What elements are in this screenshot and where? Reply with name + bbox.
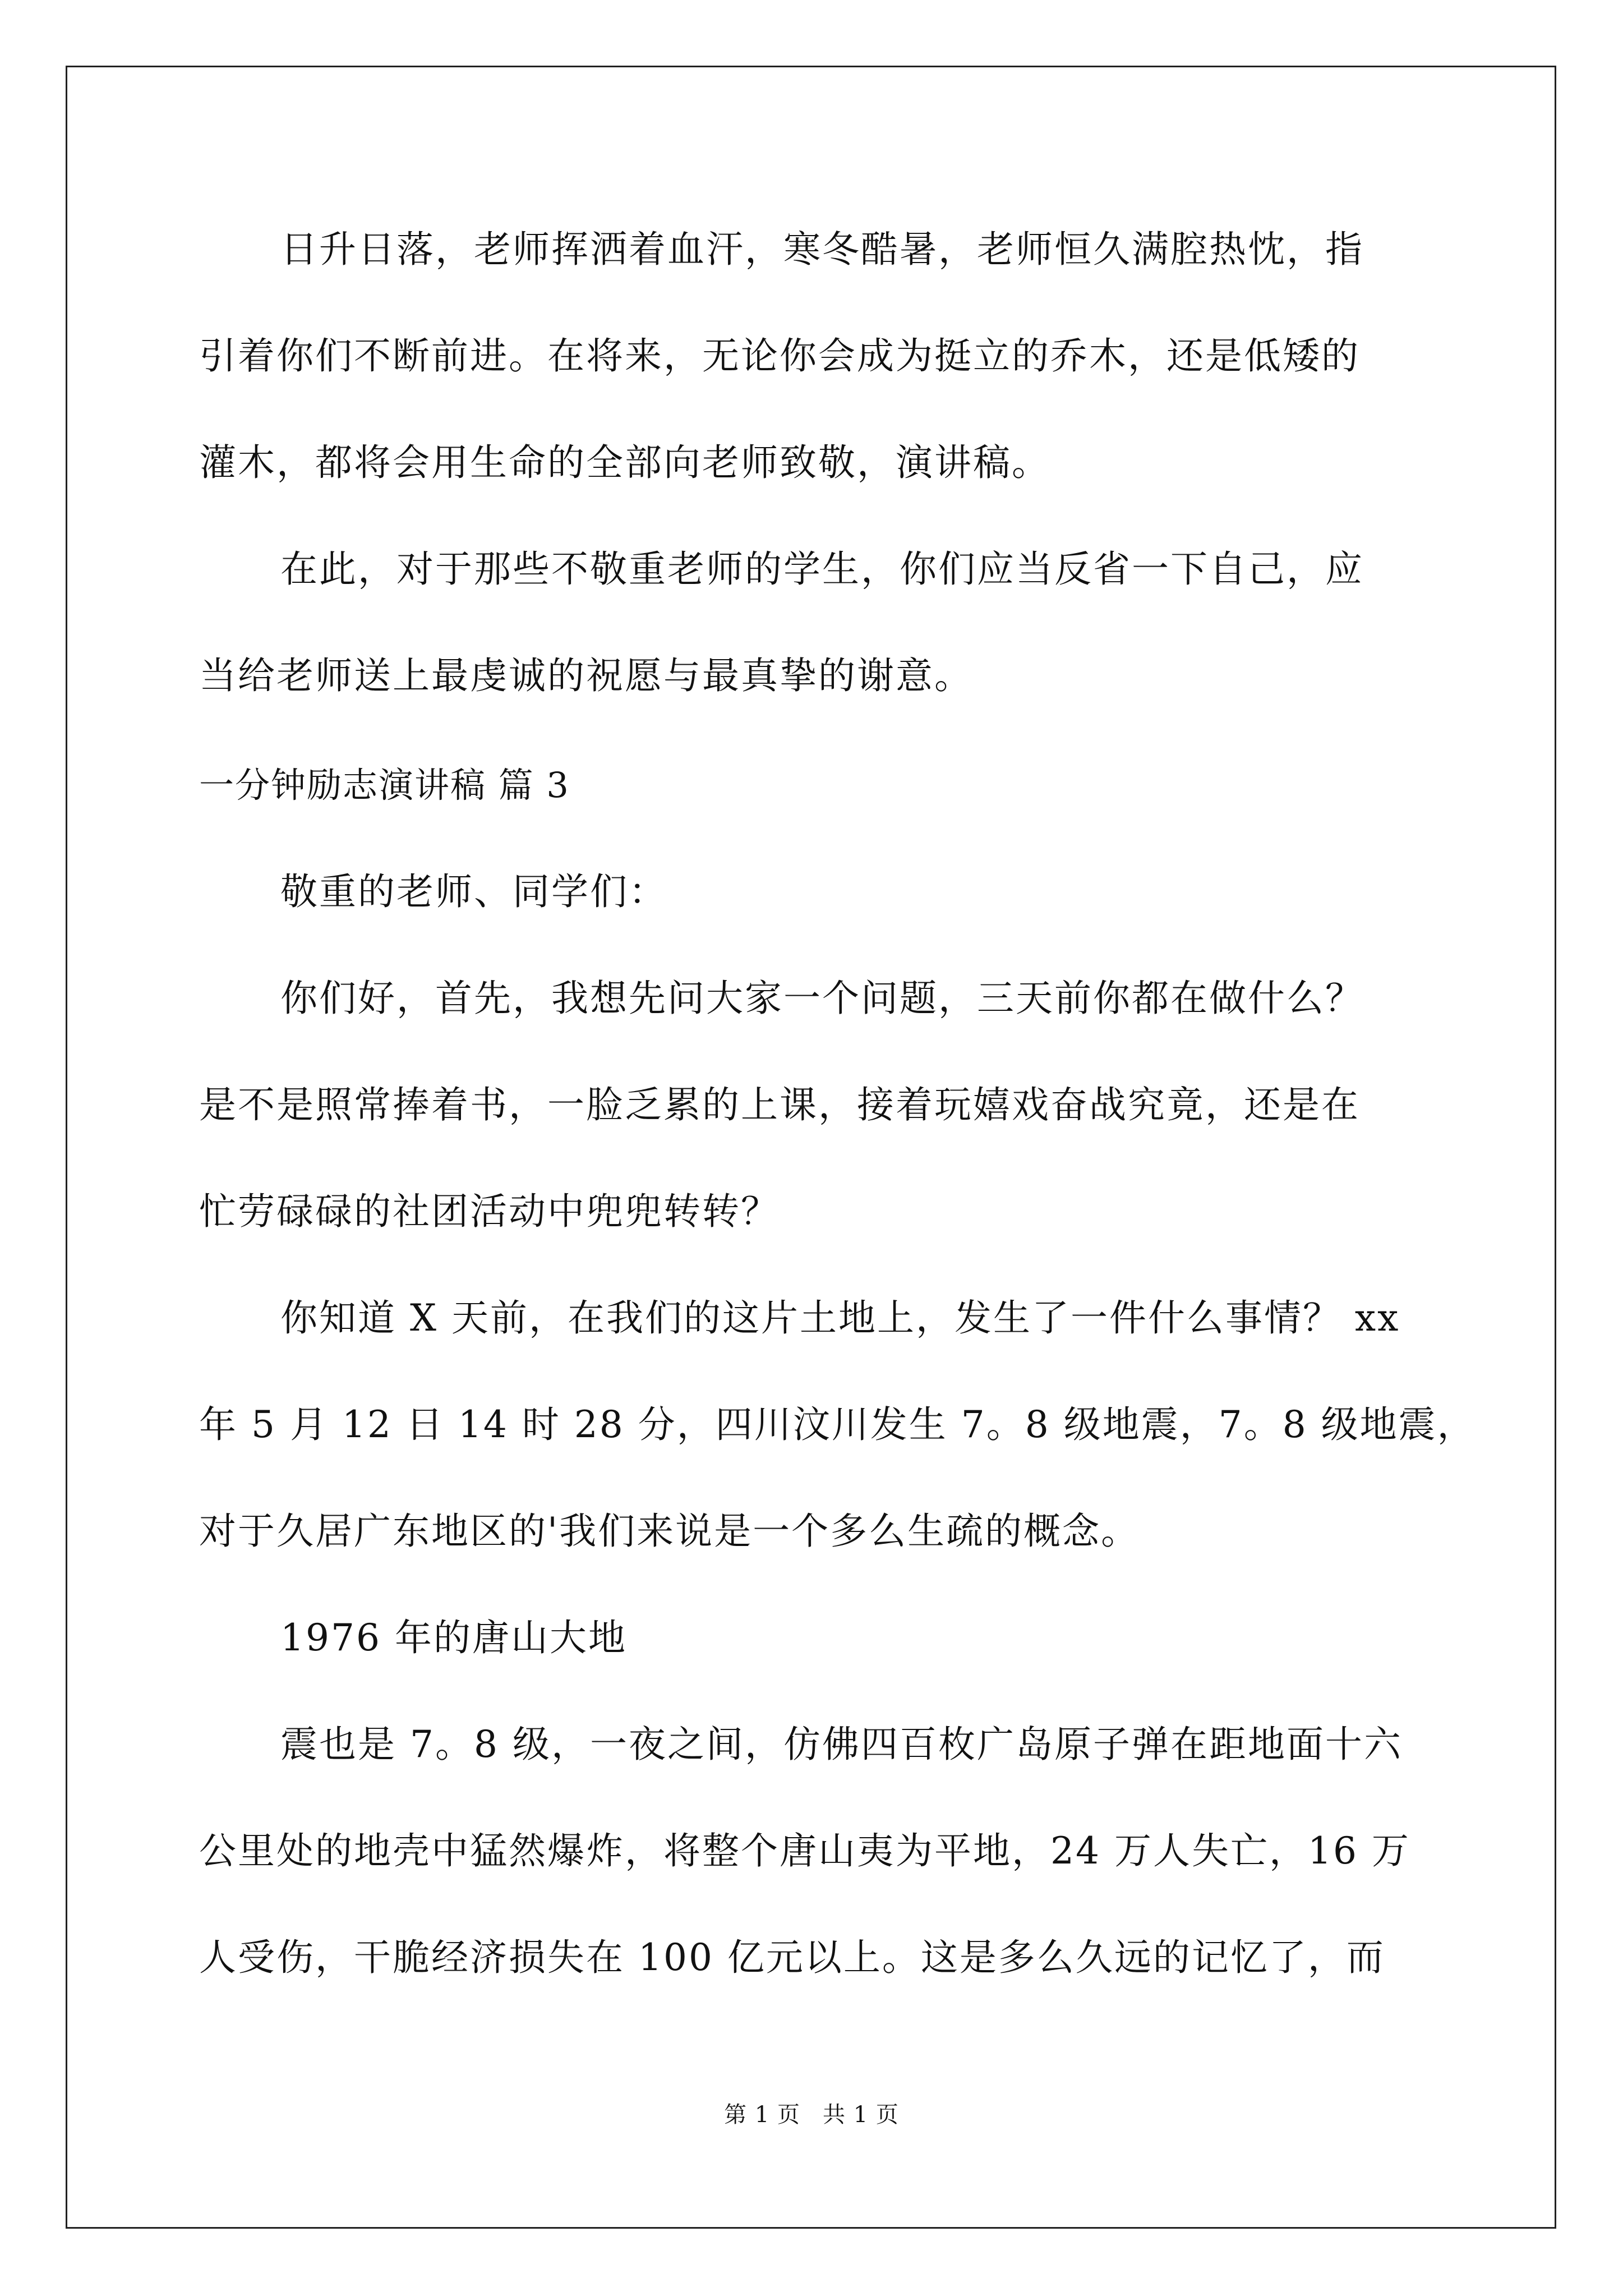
paragraph-6-line-3: 人受伤，干脆经济损失在 100 亿元以上。这是多么久远的记忆了，而 (199, 1936, 1385, 1979)
salutation: 敬重的老师、同学们： (280, 870, 667, 913)
paragraph-3-line-1: 你们好，首先，我想先问大家一个问题，三天前你都在做什么？ (280, 977, 1364, 1020)
page-number: 第 1 页 (724, 2102, 800, 2128)
paragraph-1-line-1: 日升日落，老师挥洒着血汗，寒冬酷暑，老师恒久满腔热忱，指 (280, 228, 1364, 271)
paragraph-6-line-1: 震也是 7。8 级，一夜之间，仿佛四百枚广岛原子弹在距地面十六 (280, 1723, 1403, 1766)
page-total: 共 1 页 (823, 2102, 899, 2128)
page-footer (0, 2101, 1623, 2129)
section-heading: 一分钟励志演讲稿 篇 3 (199, 765, 570, 806)
paragraph-3-line-2: 是不是照常捧着书，一脸乏累的上课，接着玩嬉戏奋战究竟，还是在 (199, 1083, 1360, 1126)
page-border (66, 66, 1556, 2229)
paragraph-4-line-2: 年 5 月 12 日 14 时 28 分，四川汶川发生 7。8 级地震，7。8 级地震， (199, 1403, 1476, 1446)
paragraph-6-line-2: 公里处的地壳中猛然爆炸，将整个唐山夷为平地，24 万人失亡，16 万 (199, 1829, 1410, 1872)
paragraph-2-line-1: 在此，对于那些不敬重老师的学生，你们应当反省一下自己，应 (280, 547, 1364, 591)
paragraph-4-line-3: 对于久居广东地区的'我们来说是一个多么生疏的概念。 (199, 1510, 1140, 1553)
paragraph-1-line-2: 引着你们不断前进。在将来，无论你会成为挺立的乔木，还是低矮的 (199, 334, 1360, 378)
paragraph-3-line-3: 忙劳碌碌的社团活动中兜兜转转？ (199, 1190, 780, 1233)
paragraph-2-line-2: 当给老师送上最虔诚的祝愿与最真挚的谢意。 (199, 654, 973, 697)
paragraph-5-line-1: 1976 年的唐山大地 (280, 1616, 627, 1659)
paragraph-1-line-3: 灌木，都将会用生命的全部向老师致敬，演讲稿。 (199, 441, 1050, 484)
paragraph-4-line-1: 你知道 X 天前，在我们的这片土地上，发生了一件什么事情？ xx (280, 1296, 1400, 1340)
